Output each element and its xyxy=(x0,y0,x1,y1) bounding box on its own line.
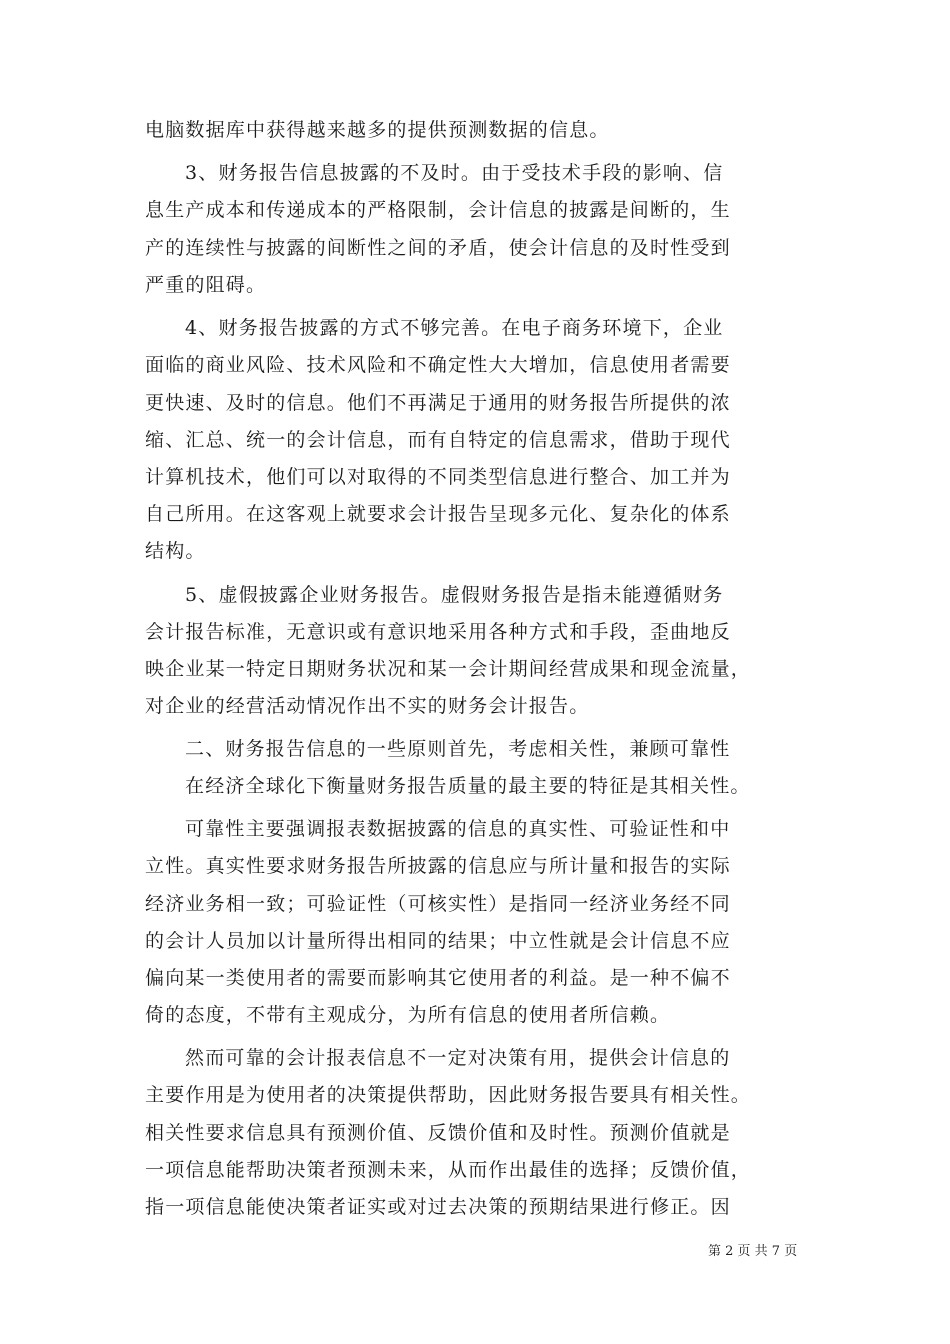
body-text-line: 更快速、及时的信息。他们不再满足于通用的财务报告所提供的浓 xyxy=(145,392,731,414)
body-text-line: 经济业务相一致；可验证性（可核实性）是指同一经济业务经不同 xyxy=(145,893,731,915)
body-text-line: 可靠性主要强调报表数据披露的信息的真实性、可验证性和中 xyxy=(185,818,731,840)
section-heading: 二、财务报告信息的一些原则首先，考虑相关性，兼顾可靠性 xyxy=(185,738,731,760)
body-text-line: 在经济全球化下衡量财务报告质量的最主要的特征是其相关性。 xyxy=(185,775,751,797)
body-text-line: 息生产成本和传递成本的严格限制，会计信息的披露是间断的，生 xyxy=(145,199,731,221)
body-text-line: 5、虚假披露企业财务报告。虚假财务报告是指未能遵循财务 xyxy=(185,584,724,606)
body-text-line: 缩、汇总、统一的会计信息，而有自特定的信息需求，借助于现代 xyxy=(145,429,731,451)
body-text-line: 面临的商业风险、技术风险和不确定性大大增加，信息使用者需要 xyxy=(145,354,731,376)
body-text-line: 4、财务报告披露的方式不够完善。在电子商务环境下，企业 xyxy=(185,317,724,339)
body-text-line: 3、财务报告信息披露的不及时。由于受技术手段的影响、信 xyxy=(185,162,724,184)
body-text-line: 指一项信息能使决策者证实或对过去决策的预期结果进行修正。因 xyxy=(145,1196,731,1218)
body-text-line: 计算机技术，他们可以对取得的不同类型信息进行整合、加工并为 xyxy=(145,466,731,488)
body-text-line: 电脑数据库中获得越来越多的提供预测数据的信息。 xyxy=(145,119,610,141)
body-text-line: 偏向某一类使用者的需要而影响其它使用者的利益。是一种不偏不 xyxy=(145,967,731,989)
body-text-line: 自己所用。在这客观上就要求会计报告呈现多元化、复杂化的体系 xyxy=(145,503,731,525)
body-text-line: 主要作用是为使用者的决策提供帮助，因此财务报告要具有相关性。 xyxy=(145,1084,752,1106)
body-text-line: 映企业某一特定日期财务状况和某一会计期间经营成果和现金流量， xyxy=(145,658,752,680)
body-text-line: 结构。 xyxy=(145,540,206,562)
body-text-line: 倚的态度，不带有主观成分，为所有信息的使用者所信赖。 xyxy=(145,1004,671,1026)
body-text-line: 的会计人员加以计量所得出相同的结果；中立性就是会计信息不应 xyxy=(145,930,731,952)
body-text-line: 立性。真实性要求财务报告所披露的信息应与所计量和报告的实际 xyxy=(145,855,731,877)
body-text-line: 产的连续性与披露的间断性之间的矛盾，使会计信息的及时性受到 xyxy=(145,237,731,259)
page-number: 第 2 页 共 7 页 xyxy=(708,1244,798,1259)
body-text-line: 一项信息能帮助决策者预测未来，从而作出最佳的选择；反馈价值， xyxy=(145,1159,752,1181)
body-text-line: 然而可靠的会计报表信息不一定对决策有用，提供会计信息的 xyxy=(185,1047,731,1069)
body-text-line: 相关性要求信息具有预测价值、反馈价值和及时性。预测价值就是 xyxy=(145,1122,731,1144)
body-text-line: 严重的阻碍。 xyxy=(145,274,267,296)
body-text-line: 会计报告标准，无意识或有意识地采用各种方式和手段，歪曲地反 xyxy=(145,621,731,643)
body-text-line: 对企业的经营活动情况作出不实的财务会计报告。 xyxy=(145,695,590,717)
